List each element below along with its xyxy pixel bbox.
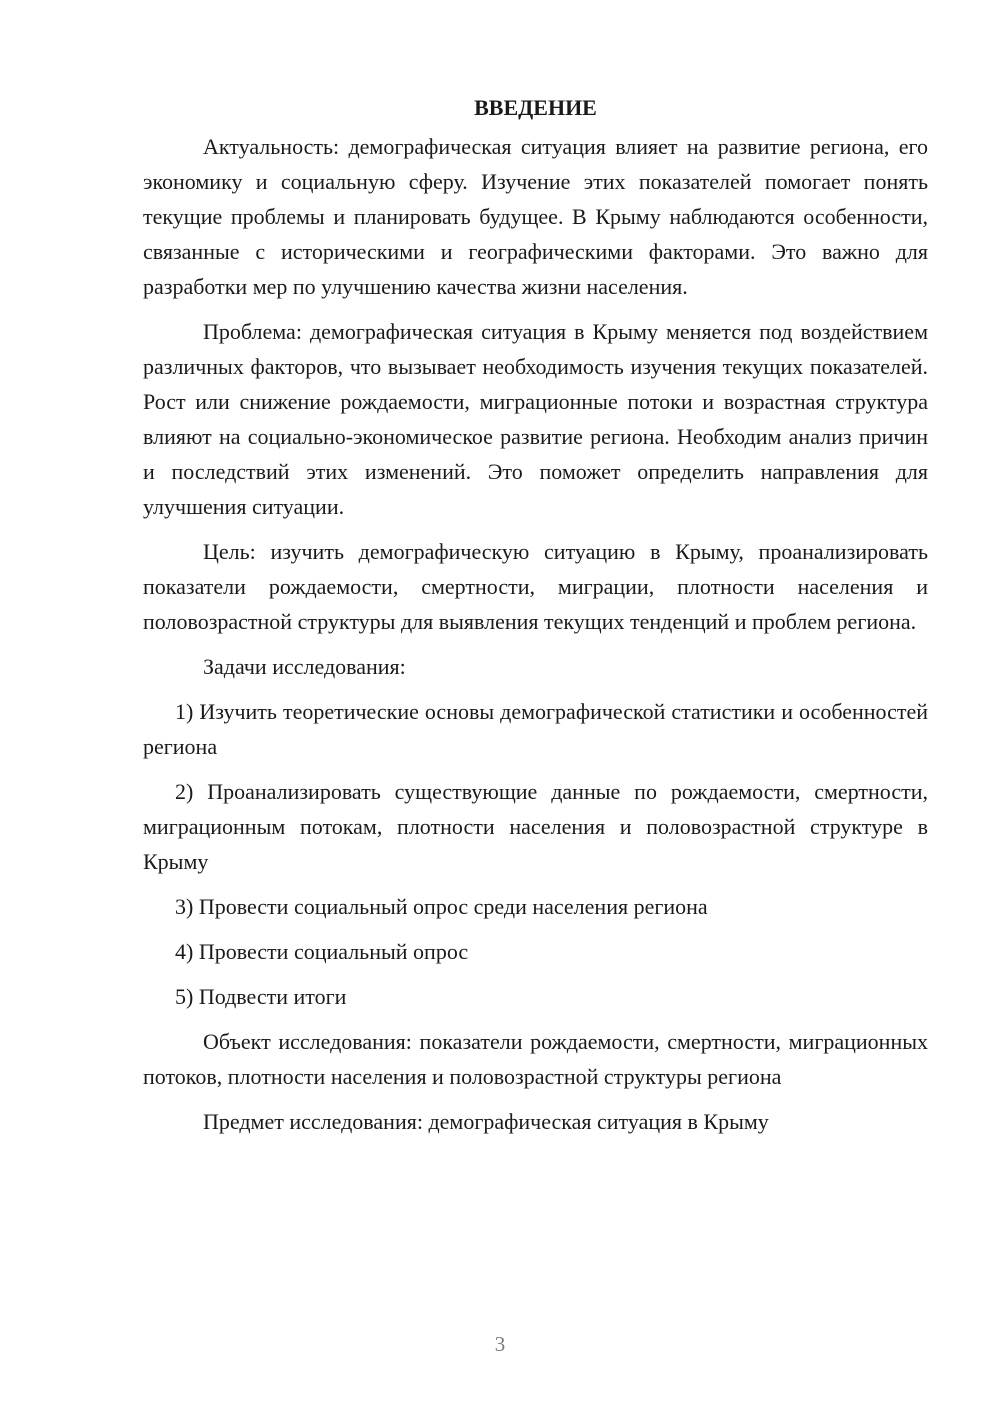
- problem-paragraph: Проблема: демографическая ситуация в Крыму меняется под воздействием различных факторов, что вызывает необходимость изучения текущих показателей. Рост или снижение рождаемости, миграционные потоки и возрастная структура влияют на социально-экономическое развитие региона. Необходим анализ причин и последствий этих изменений. Это поможет определить направления для улучшения ситуации.: [143, 319, 928, 519]
- goal-paragraph: Цель: изучить демографическую ситуацию в Крыму, проанализировать показатели рождаемости, смертности, миграции, плотности населения и половозрастной структуры для выявления текущих тенденций и проблем региона.: [143, 539, 928, 634]
- tasks-heading: Задачи исследования:: [203, 654, 406, 679]
- task-item-5: 5) Подвести итоги: [175, 984, 347, 1009]
- object-paragraph: Объект исследования: показатели рождаемости, смертности, миграционных потоков, плотности населения и половозрастной структуры региона: [143, 1029, 928, 1089]
- task-item-2: 2) Проанализировать существующие данные по рождаемости, смертности, миграционным потокам, плотности населения и половозрастной структуре в Крыму: [143, 779, 928, 874]
- subject-paragraph: Предмет исследования: демографическая ситуация в Крыму: [203, 1109, 769, 1134]
- task-item-1: 1) Изучить теоретические основы демографической статистики и особенностей региона: [143, 699, 928, 759]
- document-page: [143, 90, 928, 1149]
- relevance-paragraph: Актуальность: демографическая ситуация влияет на развитие региона, его экономику и социальную сферу. Изучение этих показателей помогает понять текущие проблемы и планировать будущее. В Крыму наблюдаются особенности, связанные с историческими и географическими факторами. Это важно для разработки мер по улучшению качества жизни населения.: [143, 134, 928, 299]
- task-item-4: 4) Провести социальный опрос: [175, 939, 469, 964]
- page-title: ВВЕДЕНИЕ: [474, 95, 597, 120]
- page-number: 3: [494, 1332, 506, 1356]
- task-item-3: 3) Провести социальный опрос среди населения региона: [175, 894, 708, 919]
